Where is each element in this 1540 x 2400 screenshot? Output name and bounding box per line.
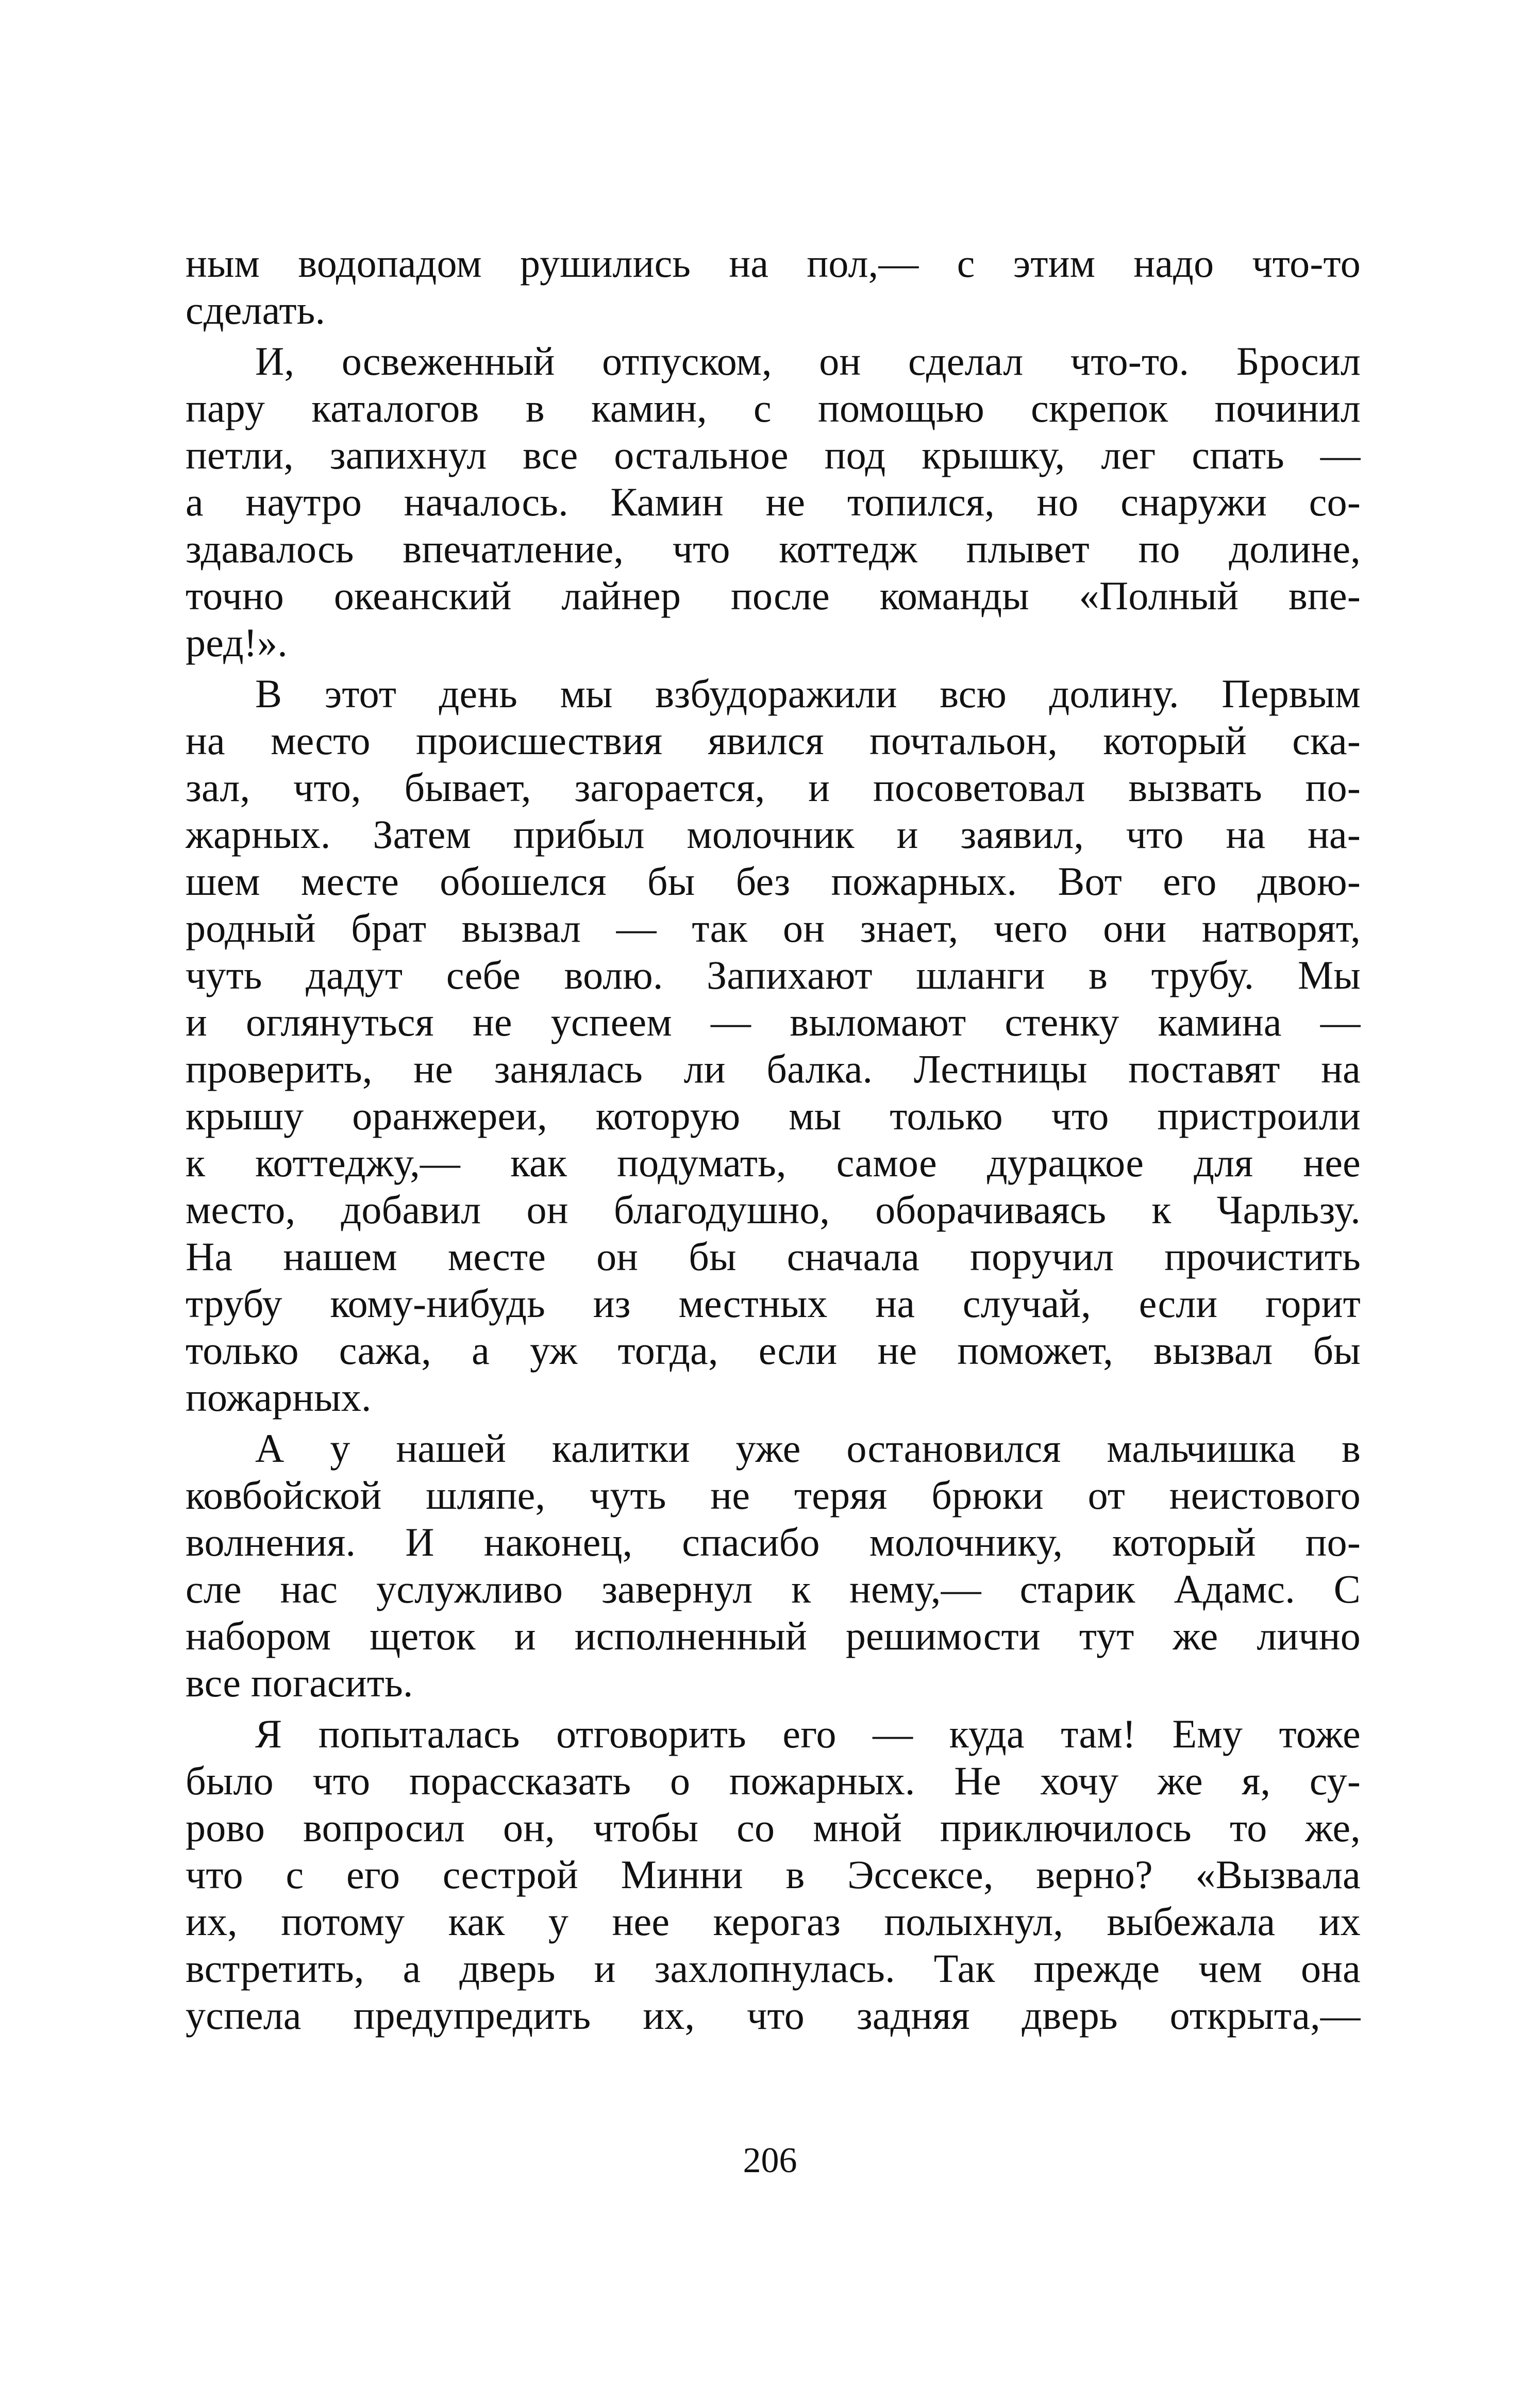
- text-line: крышу оранжереи, которую мы только что пристроили: [186, 1093, 1361, 1138]
- paragraph-gap: [186, 1706, 1361, 1710]
- paragraph: [186, 338, 1361, 666]
- text-line: жарных. Затем прибыл молочник и заявил, что на на-: [186, 812, 1361, 857]
- text-line: Я попыталась отговорить его — куда там! Ему тоже: [255, 1711, 1361, 1756]
- text-line: В этот день мы взбудоражили всю долину. Первым: [255, 671, 1361, 716]
- page-body: [186, 240, 1361, 2039]
- text-line: ред!».: [186, 620, 288, 665]
- text-line: встретить, а дверь и захлопнулась. Так прежде чем она: [186, 1946, 1361, 1991]
- paragraph: [186, 1710, 1361, 2039]
- text-line: только сажа, а уж тогда, если не поможет, вызвал бы: [186, 1328, 1361, 1373]
- text-line: волнения. И наконец, спасибо молочнику, который по-: [186, 1520, 1361, 1564]
- text-line: сделать.: [186, 288, 326, 332]
- paragraph: [186, 240, 1361, 334]
- paragraph: [186, 1425, 1361, 1706]
- text-line: на место происшествия явился почтальон, который ска-: [186, 718, 1361, 763]
- text-line: пару каталогов в камин, с помощью скрепок починил: [186, 386, 1361, 430]
- text-line: А у нашей калитки уже остановился мальчишка в: [255, 1426, 1361, 1471]
- text-line: сле нас услужливо завернул к нему,— старик Адамс. С: [186, 1566, 1361, 1611]
- text-line: а наутро началось. Камин не топился, но снаружи со-: [186, 479, 1361, 524]
- paragraph-gap: [186, 1421, 1361, 1425]
- text-line: пожарных.: [186, 1375, 372, 1420]
- text-line: трубу кому-нибудь из местных на случай, если горит: [186, 1281, 1361, 1326]
- text-line: успела предупредить их, что задняя дверь открыта,—: [186, 1993, 1361, 2038]
- text-line: ковбойской шляпе, чуть не теряя брюки от неистового: [186, 1473, 1361, 1518]
- text-line: точно океанский лайнер после команды «Полный впе-: [186, 573, 1361, 618]
- text-line: их, потому как у нее керогаз полыхнул, выбежала их: [186, 1899, 1361, 1944]
- text-line: было что порассказать о пожарных. Не хочу же я, су-: [186, 1758, 1361, 1803]
- paragraph-gap: [186, 334, 1361, 338]
- paragraph-gap: [186, 666, 1361, 670]
- text-line: к коттеджу,— как подумать, самое дурацкое для нее: [186, 1140, 1361, 1185]
- text-line: петли, запихнул все остальное под крышку, лег спать —: [186, 432, 1361, 477]
- text-line: И, освеженный отпуском, он сделал что-то. Бросил: [255, 339, 1361, 384]
- text-line: ным водопадом рушились на пол,— с этим надо что-то: [186, 241, 1361, 286]
- text-line: зал, что, бывает, загорается, и посоветовал вызвать по-: [186, 765, 1361, 810]
- text-line: чуть дадут себе волю. Запихают шланги в трубу. Мы: [186, 953, 1361, 997]
- text-line: рово вопросил он, чтобы со мной приключилось то же,: [186, 1805, 1361, 1850]
- text-line: На нашем месте он бы сначала поручил прочистить: [186, 1234, 1361, 1279]
- text-line: набором щеток и исполненный решимости тут же лично: [186, 1613, 1361, 1658]
- text-line: что с его сестрой Минни в Эссексе, верно? «Вызвала: [186, 1852, 1361, 1897]
- text-line: здавалось впечатление, что коттедж плывет по долине,: [186, 526, 1361, 571]
- text-line: шем месте обошелся бы без пожарных. Вот его двою-: [186, 859, 1361, 904]
- text-line: все погасить.: [186, 1660, 413, 1705]
- text-line: и оглянуться не успеем — выломают стенку камина —: [186, 999, 1361, 1044]
- paragraph: [186, 670, 1361, 1421]
- text-line: родный брат вызвал — так он знает, чего они натворят,: [186, 906, 1361, 951]
- text-line: место, добавил он благодушно, оборачиваясь к Чарльзу.: [186, 1187, 1361, 1232]
- text-line: проверить, не занялась ли балка. Лестницы поставят на: [186, 1046, 1361, 1091]
- page-number: 206: [743, 2141, 797, 2180]
